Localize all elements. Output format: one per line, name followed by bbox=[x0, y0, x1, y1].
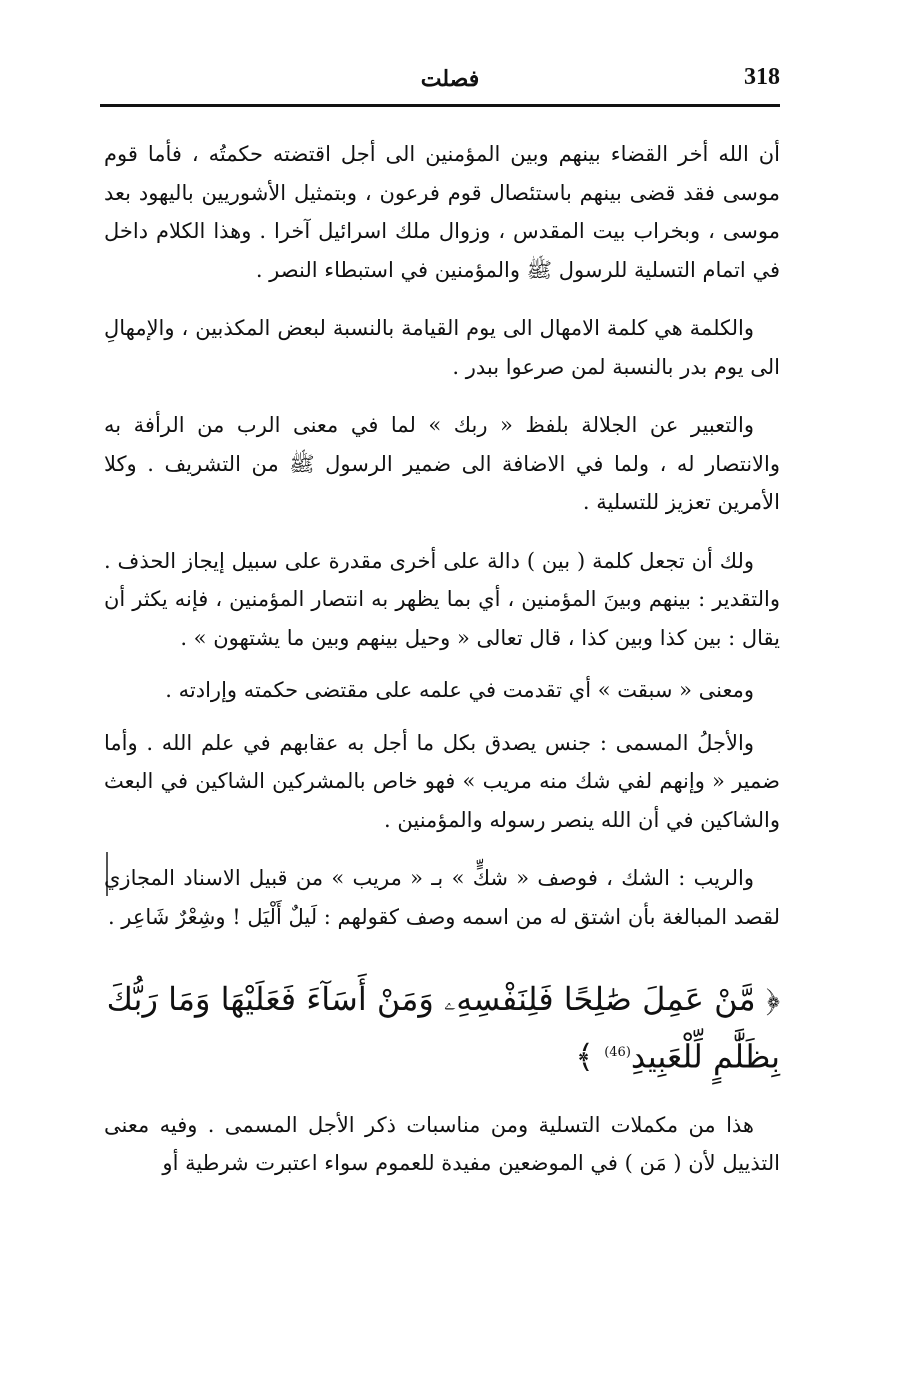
header-rule bbox=[100, 104, 780, 107]
paragraph: ومعنى « سبقت » أي تقدمت في علمه على مقتضى حكمته وإرادته . bbox=[165, 678, 754, 702]
paragraph: والريب : الشك ، فوصف « شكٍّ » بـ « مريب » من قبيل الاسناد المجازي لقصد المبالغة بأن اشتق له من اسمه وصف كقولهم : لَيلٌ أَلْيَل ! وشِعْرٌ شَاعِر . bbox=[104, 866, 780, 929]
paragraph: أن الله أخر القضاء بينهم وبين المؤمنين الى أجل اقتضته حكمتُه ، فأما قوم موسى فقد قضى بينهم باستئصال قوم فرعون ، وبتمثيل الأشوريين باليهود بعد موسى ، وبخراب بيت المقدس ، وزوال ملك اسرائيل آخرا . وهذا الكلام داخل في اتمام التسلية للرسول ﷺ والمؤمنين في استبطاء النصر . bbox=[104, 142, 780, 282]
running-title: فصلت bbox=[420, 66, 480, 92]
paragraph: ولك أن تجعل كلمة ( بين ) دالة على أخرى مقدرة على سبيل إيجاز الحذف . والتقدير : بينهم وبينَ المؤمنين ، أي بما يظهر به انتصار المؤمنين ، فإنه يكثر أن يقال : بين كذا وبين كذا ، قال تعالى « وحيل بينهم وبين ما يشتهون » . bbox=[104, 548, 780, 650]
paragraph: والتعبير عن الجلالة بلفظ « ربك » لما في معنى الرب من الرأفة به والانتصار له ، ولما في الاضافة الى ضمير الرسول ﷺ من التشريف . وكلا الأمرين تعزيز للتسلية . bbox=[104, 413, 780, 514]
verse-text: ﴿ مَّنْ عَمِلَ صَٰلِحًا فَلِنَفْسِهِۦ وَمَنْ أَسَآءَ فَعَلَيْهَا وَمَا رَبُّكَ بِظَلَّٰمٍ لِّلْعَبِيدِ bbox=[106, 980, 780, 1076]
paragraph: والكلمة هي كلمة الامهال الى يوم القيامة بالنسبة لبعض المكذبين ، والإمهالِ الى يوم بدر بالنسبة لمن صرعوا ببدر . bbox=[104, 316, 780, 379]
page-number: 318 bbox=[744, 64, 780, 90]
paragraph: والأجلُ المسمى : جنس يصدق بكل ما أجل به عقابهم في علم الله . وأما ضمير « وإنهم لفي شك منه مريب » فهو خاص بالمشركين الشاكين في البعث والشاكين في أن الله ينصر رسوله والمؤمنين . bbox=[104, 730, 780, 832]
verse-close-bracket: ﴾ bbox=[575, 1037, 595, 1076]
paragraph-after-verse: هذا من مكملات التسلية ومن مناسبات ذكر الأجل المسمى . وفيه معنى التذييل لأن ( مَن ) في الموضعين مفيدة للعموم سواء اعتبرت شرطية أو bbox=[104, 1112, 780, 1176]
body-text bbox=[104, 135, 780, 1203]
verse-number: (46) bbox=[604, 1045, 631, 1060]
page-header bbox=[100, 62, 780, 102]
quran-verse bbox=[104, 972, 780, 1084]
